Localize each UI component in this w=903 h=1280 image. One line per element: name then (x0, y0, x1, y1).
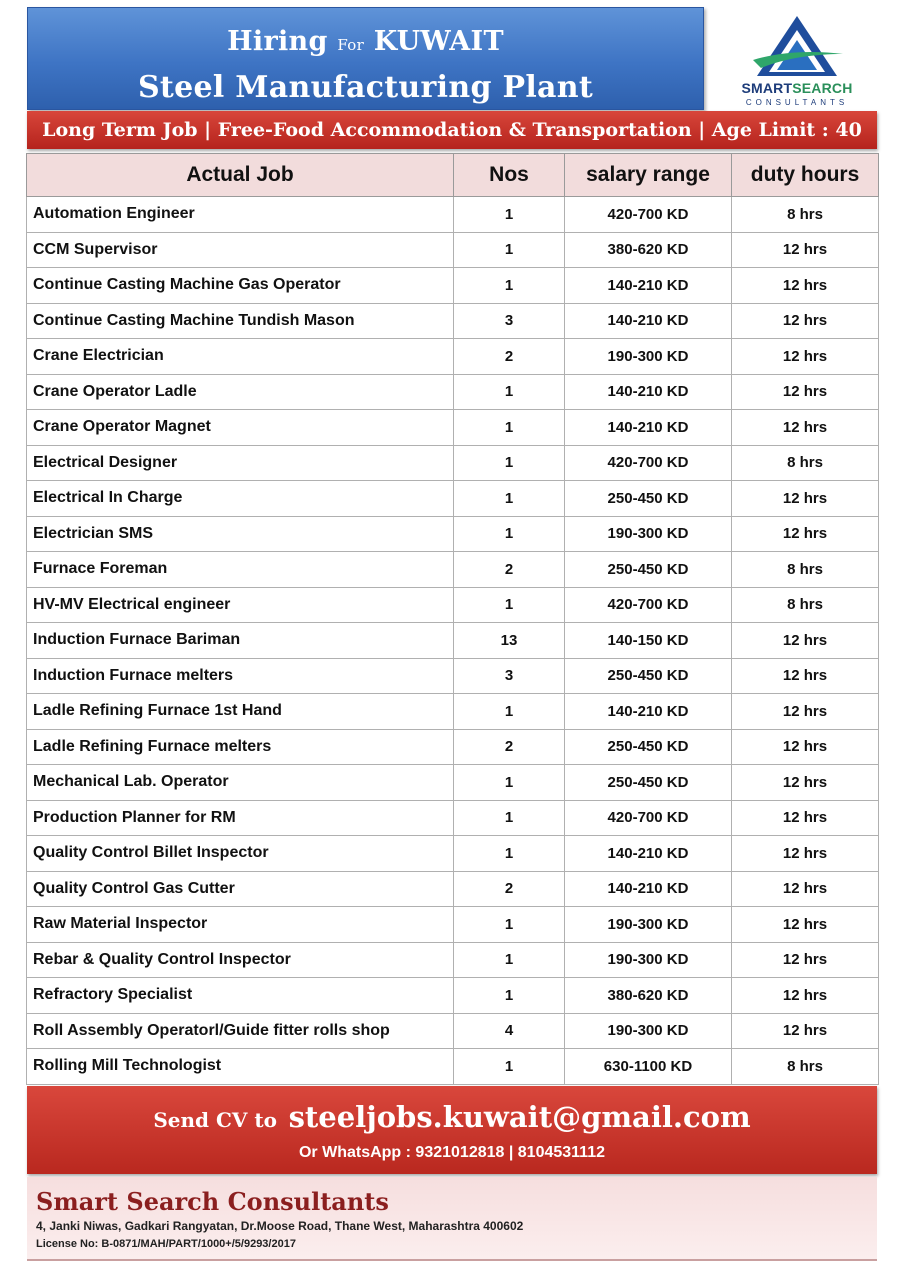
table-row (27, 942, 879, 978)
company-name: Smart Search Consultants (36, 1187, 389, 1216)
job-title-cell: Rebar & Quality Control Inspector (27, 942, 454, 978)
duty-hours-cell: 12 hrs (732, 410, 879, 446)
salary-cell: 140-210 KD (565, 303, 732, 339)
job-title-cell: CCM Supervisor (27, 232, 454, 268)
nos-cell: 2 (454, 871, 565, 907)
job-title-cell: Automation Engineer (27, 197, 454, 233)
nos-cell: 1 (454, 907, 565, 943)
nos-cell: 1 (454, 374, 565, 410)
salary-cell: 140-210 KD (565, 268, 732, 304)
duty-hours-cell: 12 hrs (732, 765, 879, 801)
nos-cell: 1 (454, 587, 565, 623)
table-row (27, 552, 879, 588)
duty-hours-cell: 12 hrs (732, 729, 879, 765)
salary-cell: 380-620 KD (565, 232, 732, 268)
salary-cell: 250-450 KD (565, 729, 732, 765)
nos-cell: 1 (454, 197, 565, 233)
job-title-cell: Electrician SMS (27, 516, 454, 552)
table-row (27, 623, 879, 659)
email-link[interactable]: steeljobs.kuwait@gmail.com (288, 1100, 751, 1134)
nos-cell: 1 (454, 942, 565, 978)
logo-subtitle: CONSULTANTS (745, 98, 849, 107)
logo-brand: SMARTSEARCH (741, 80, 853, 96)
salary-cell: 190-300 KD (565, 339, 732, 375)
duty-hours-cell: 12 hrs (732, 907, 879, 943)
nos-cell: 1 (454, 1049, 565, 1085)
job-title-cell: Induction Furnace melters (27, 658, 454, 694)
duty-hours-cell: 8 hrs (732, 197, 879, 233)
duty-hours-cell: 12 hrs (732, 942, 879, 978)
salary-cell: 380-620 KD (565, 978, 732, 1014)
table-row (27, 268, 879, 304)
table-row (27, 978, 879, 1014)
nos-cell: 1 (454, 800, 565, 836)
table-row (27, 765, 879, 801)
table-row (27, 232, 879, 268)
salary-cell: 140-150 KD (565, 623, 732, 659)
job-title-cell: Quality Control Gas Cutter (27, 871, 454, 907)
duty-hours-cell: 12 hrs (732, 481, 879, 517)
job-title-cell: Crane Operator Ladle (27, 374, 454, 410)
job-title-cell: Mechanical Lab. Operator (27, 765, 454, 801)
nos-cell: 2 (454, 552, 565, 588)
duty-hours-cell: 12 hrs (732, 658, 879, 694)
nos-cell: 1 (454, 765, 565, 801)
table-row (27, 339, 879, 375)
nos-cell: 3 (454, 658, 565, 694)
salary-cell: 190-300 KD (565, 516, 732, 552)
duty-hours-cell: 12 hrs (732, 303, 879, 339)
triangle-logo-icon (749, 14, 845, 78)
for-word: For (337, 36, 365, 54)
whatsapp-line: Or WhatsApp : 9321012818 | 8104531112 (298, 1144, 605, 1161)
nos-cell: 1 (454, 694, 565, 730)
benefits-banner: Long Term Job | Free-Food Accommodation & Transportation | Age Limit : 40 (27, 111, 877, 149)
hiring-word: Hiring (227, 26, 328, 57)
send-cv-label: Send CV to (153, 1108, 277, 1132)
job-title-cell: Furnace Foreman (27, 552, 454, 588)
table-row (27, 516, 879, 552)
salary-cell: 250-450 KD (565, 658, 732, 694)
send-cv-line (27, 1100, 877, 1134)
nos-cell: 1 (454, 978, 565, 1014)
job-title-cell: Electrical In Charge (27, 481, 454, 517)
duty-hours-cell: 12 hrs (732, 800, 879, 836)
hiring-header (27, 7, 704, 110)
salary-cell: 140-210 KD (565, 694, 732, 730)
jobs-table (26, 153, 879, 1085)
job-title-cell: Raw Material Inspector (27, 907, 454, 943)
table-row (27, 374, 879, 410)
duty-hours-cell: 8 hrs (732, 1049, 879, 1085)
nos-cell: 1 (454, 268, 565, 304)
job-title-cell: Quality Control Billet Inspector (27, 836, 454, 872)
table-row (27, 410, 879, 446)
salary-cell: 140-210 KD (565, 871, 732, 907)
salary-cell: 190-300 KD (565, 1013, 732, 1049)
nos-cell: 1 (454, 836, 565, 872)
duty-hours-cell: 12 hrs (732, 268, 879, 304)
salary-cell: 140-210 KD (565, 836, 732, 872)
company-logo (712, 10, 882, 108)
salary-cell: 190-300 KD (565, 907, 732, 943)
table-row (27, 658, 879, 694)
job-title-cell: Electrical Designer (27, 445, 454, 481)
job-title-cell: Refractory Specialist (27, 978, 454, 1014)
duty-hours-cell: 12 hrs (732, 623, 879, 659)
table-row (27, 836, 879, 872)
table-row (27, 694, 879, 730)
job-title-cell: Rolling Mill Technologist (27, 1049, 454, 1085)
nos-cell: 1 (454, 516, 565, 552)
table-body (27, 197, 879, 1085)
salary-cell: 630-1100 KD (565, 1049, 732, 1085)
nos-cell: 13 (454, 623, 565, 659)
company-info (27, 1177, 877, 1261)
duty-hours-cell: 12 hrs (732, 871, 879, 907)
duty-hours-cell: 12 hrs (732, 339, 879, 375)
duty-hours-cell: 8 hrs (732, 587, 879, 623)
duty-hours-cell: 12 hrs (732, 978, 879, 1014)
nos-cell: 1 (454, 445, 565, 481)
duty-hours-cell: 12 hrs (732, 694, 879, 730)
salary-cell: 250-450 KD (565, 481, 732, 517)
table-row (27, 197, 879, 233)
nos-cell: 1 (454, 232, 565, 268)
nos-cell: 2 (454, 729, 565, 765)
table-row (27, 303, 879, 339)
nos-cell: 1 (454, 481, 565, 517)
header-actual-job: Actual Job (27, 154, 454, 197)
salary-cell: 420-700 KD (565, 587, 732, 623)
job-title-cell: Induction Furnace Bariman (27, 623, 454, 659)
table-row (27, 481, 879, 517)
duty-hours-cell: 12 hrs (732, 374, 879, 410)
table-row (27, 1049, 879, 1085)
job-title-cell: Production Planner for RM (27, 800, 454, 836)
salary-cell: 140-210 KD (565, 374, 732, 410)
duty-hours-cell: 12 hrs (732, 516, 879, 552)
header-duty-hours: duty hours (732, 154, 879, 197)
salary-cell: 140-210 KD (565, 410, 732, 446)
nos-cell: 2 (454, 339, 565, 375)
table-row (27, 907, 879, 943)
duty-hours-cell: 12 hrs (732, 836, 879, 872)
table-row (27, 445, 879, 481)
plant-title: Steel Manufacturing Plant (137, 70, 594, 105)
table-row (27, 587, 879, 623)
header-nos: Nos (454, 154, 565, 197)
duty-hours-cell: 12 hrs (732, 1013, 879, 1049)
nos-cell: 1 (454, 410, 565, 446)
contact-footer (27, 1086, 877, 1174)
salary-cell: 250-450 KD (565, 765, 732, 801)
job-title-cell: Ladle Refining Furnace 1st Hand (27, 694, 454, 730)
salary-cell: 190-300 KD (565, 942, 732, 978)
job-title-cell: Ladle Refining Furnace melters (27, 729, 454, 765)
table-row (27, 729, 879, 765)
salary-cell: 420-700 KD (565, 800, 732, 836)
job-title-cell: Continue Casting Machine Tundish Mason (27, 303, 454, 339)
job-title-cell: HV-MV Electrical engineer (27, 587, 454, 623)
salary-cell: 420-700 KD (565, 445, 732, 481)
salary-cell: 250-450 KD (565, 552, 732, 588)
duty-hours-cell: 8 hrs (732, 552, 879, 588)
duty-hours-cell: 12 hrs (732, 232, 879, 268)
salary-cell: 420-700 KD (565, 197, 732, 233)
company-address: 4, Janki Niwas, Gadkari Rangyatan, Dr.Moose Road, Thane West, Maharashtra 400602 (36, 1219, 524, 1233)
country-word: KUWAIT (373, 26, 504, 57)
table-row (27, 1013, 879, 1049)
job-title-cell: Crane Electrician (27, 339, 454, 375)
nos-cell: 4 (454, 1013, 565, 1049)
job-title-cell: Continue Casting Machine Gas Operator (27, 268, 454, 304)
table-header-row (27, 154, 879, 197)
hiring-line (28, 26, 703, 57)
table-row (27, 800, 879, 836)
job-title-cell: Crane Operator Magnet (27, 410, 454, 446)
duty-hours-cell: 8 hrs (732, 445, 879, 481)
table-row (27, 871, 879, 907)
job-title-cell: Roll Assembly Operatorl/Guide fitter rolls shop (27, 1013, 454, 1049)
nos-cell: 3 (454, 303, 565, 339)
header-salary-range: salary range (565, 154, 732, 197)
license-number: License No: B-0871/MAH/PART/1000+/5/9293/2017 (36, 1238, 296, 1250)
